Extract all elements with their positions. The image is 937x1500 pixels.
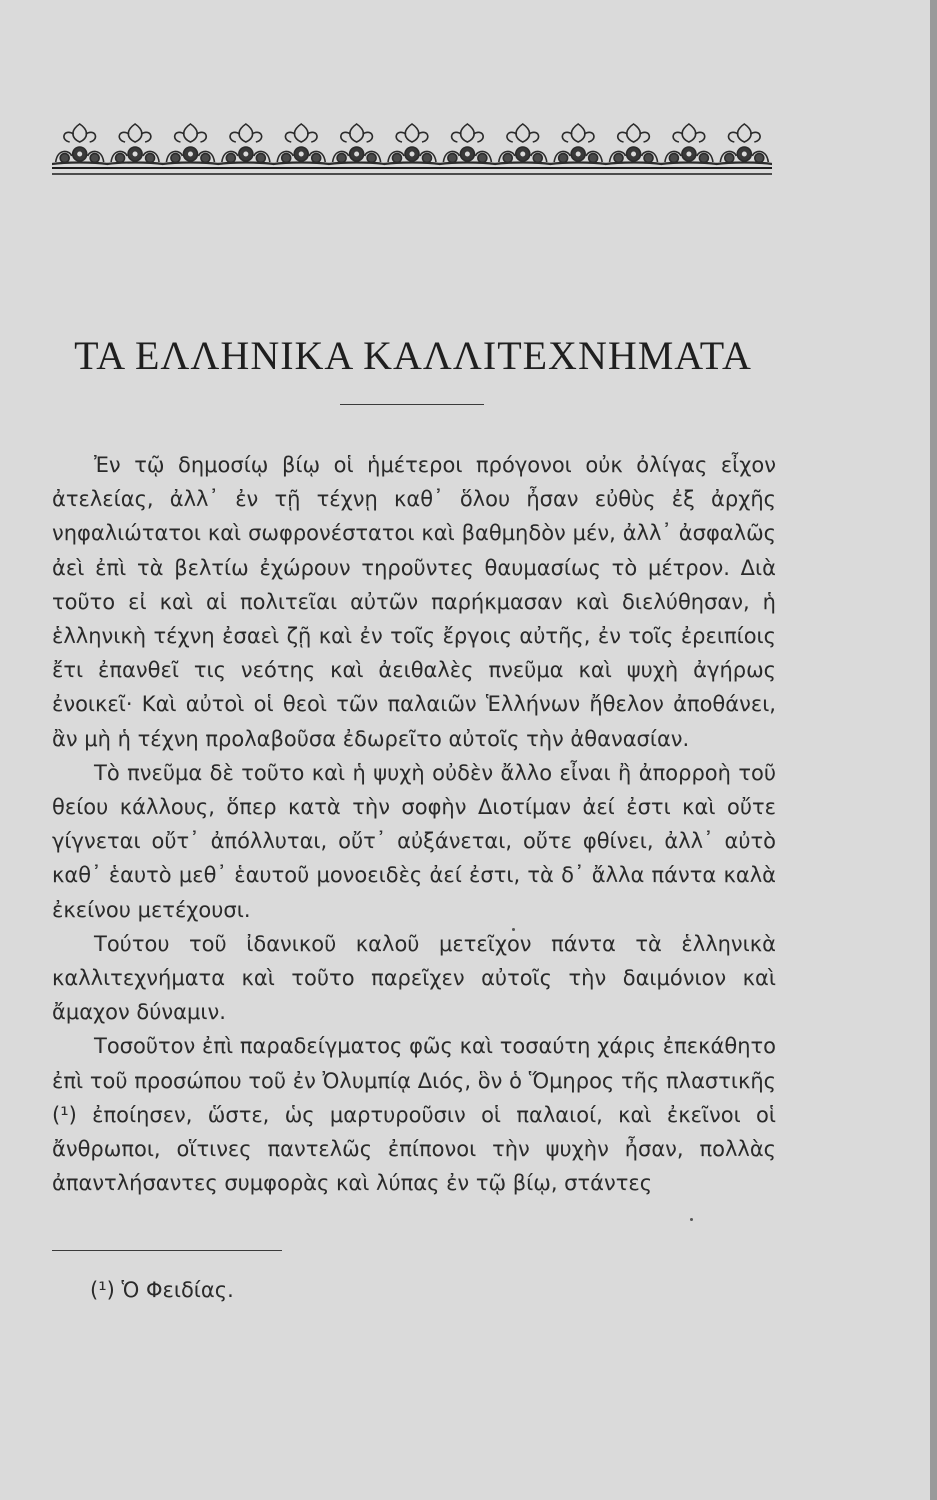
fleuron-motif: [52, 124, 108, 164]
fleuron-motif: [550, 124, 606, 164]
decorative-header-border: [52, 118, 772, 180]
fleuron-motif: [218, 124, 274, 164]
paragraph: Τοσοῦτον ἐπὶ παραδείγματος φῶς καὶ τοσαύτη χάρις ἐπεκάθητο ἐπὶ τοῦ προσώπου τοῦ ἐν Ὀλυμπίᾳ Διός, ὃν ὁ Ὅμηρος τῆς πλαστικῆς (¹) ἐποίησεν, ὥστε, ὡς μαρτυροῦσιν οἱ παλαιοί, καὶ ἐκεῖνοι οἱ ἄνθρωποι, οἵτινες παντελῶς ἐπίπονοι τὴν ψυχὴν ἦσαν, πολλὰς ἀπαντλήσαντες συμφορὰς καὶ λύπας ἐν τῷ βίῳ, στάντες: [52, 1034, 776, 1196]
footnote: (¹) Ὁ Φειδίας.: [90, 1278, 234, 1302]
fleuron-motif: [162, 124, 218, 164]
body-text: [52, 448, 776, 1200]
fleuron-motif: [606, 124, 662, 164]
paper-speck: [512, 928, 515, 931]
paper-speck: [690, 1218, 693, 1221]
fleuron-border-icon: [52, 118, 772, 180]
paragraph: Τὸ πνεῦμα δὲ τοῦτο καὶ ἡ ψυχὴ οὐδὲν ἄλλο εἶναι ἢ ἀπορροὴ τοῦ θείου κάλλους, ὅπερ κατὰ τὴν σοφὴν Διοτίμαν ἀεί ἐστι καὶ οὔτε γίγνεται οὔτ᾽ ἀπόλλυται, οὔτ᾽ αὐξάνεται, οὔτε φθίνει, ἀλλ᾽ αὐτὸ καθ᾽ ἑαυτὸ μεθ᾽ ἑαυτοῦ μονοειδὲς ἀεί ἐστι, τὰ δ᾽ ἄλλα πάντα καλὰ ἐκείνου μετέχουσι.: [52, 760, 776, 922]
paragraph: Ἐν τῷ δημοσίῳ βίῳ οἱ ἡμέτεροι πρόγονοι οὐκ ὀλίγας εἶχον ἀτελείας, ἀλλ᾽ ἐν τῇ τέχνῃ καθ᾽ ὅλου ἦσαν εὐθὺς ἐξ ἀρχῆς νηφαλιώτατοι καὶ σωφρονέστατοι καὶ βαθμηδὸν μέν, ἀλλ᾽ ἀσφαλῶς ἀεὶ ἐπὶ τὰ βελτίω ἐχώρουν τηροῦντες θαυμασίως τὸ μέτρον. Διὰ τοῦτο εἰ καὶ αἱ πολιτεῖαι αὐτῶν παρήκμασαν καὶ διελύθησαν, ἡ ἑλληνικὴ τέχνη ἐσαεὶ ζῇ καὶ ἐν τοῖς ἔργοις αὐτῆς, ἐν τοῖς ἐρειπίοις ἔτι ἐπανθεῖ τις νεότης καὶ ἀειθαλὲς πνεῦμα καὶ ψυχὴ ἀγήρως ἐνοικεῖ· Καὶ αὐτοὶ οἱ θεοὶ τῶν παλαιῶν Ἑλλήνων ἤθελον ἀποθάνει, ἂν μὴ ἡ τέχνη προλαβοῦσα ἐδωρεῖτο αὐτοῖς τὴν ἀθανασίαν.: [52, 453, 776, 751]
fleuron-motif: [107, 124, 163, 164]
paragraph: Τούτου τοῦ ἰδανικοῦ καλοῦ μετεῖχον πάντα τὰ ἑλληνικὰ καλλιτεχνήματα καὶ τοῦτο παρεῖχεν αὐτοῖς τὴν δαιμόνιον καὶ ἄμαχον δύναμιν.: [52, 931, 776, 1025]
fleuron-motif: [273, 124, 329, 164]
title-divider: [340, 404, 484, 405]
fleuron-motif: [716, 124, 772, 164]
footnote-divider: [52, 1250, 282, 1251]
page-title: ΤΑ ΕΛΛΗΝΙΚΑ ΚΑΛΛΙΤΕΧΝΗΜΑΤΑ: [74, 333, 752, 378]
fleuron-motif: [495, 124, 551, 164]
fleuron-motif: [439, 124, 495, 164]
fleuron-motif: [384, 124, 440, 164]
page-edge: [930, 0, 937, 1500]
fleuron-motif: [329, 124, 385, 164]
fleuron-motif: [661, 124, 717, 164]
